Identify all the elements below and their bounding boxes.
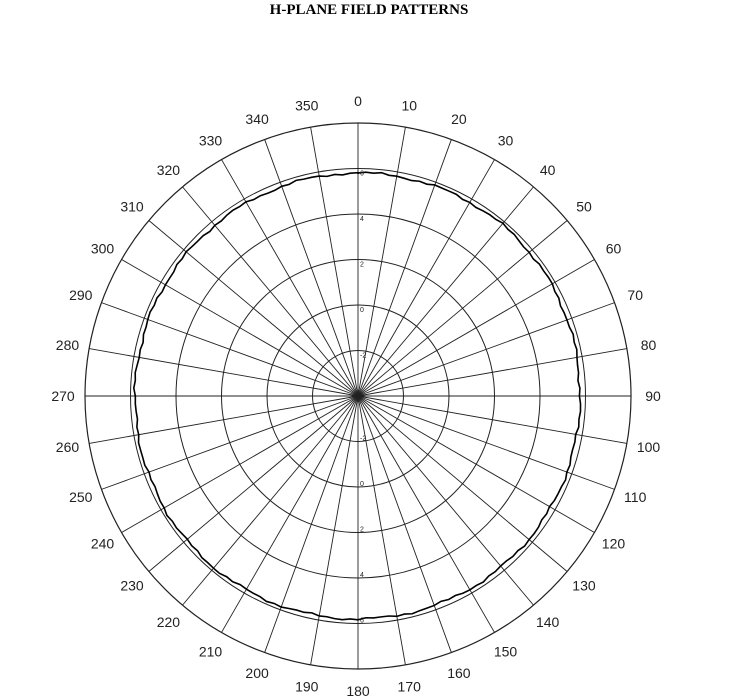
angle-tick-label: 250 xyxy=(69,488,93,505)
angle-tick-label: 300 xyxy=(90,240,115,257)
angle-tick-label: 110 xyxy=(624,488,647,505)
angle-tick-label: 210 xyxy=(198,643,223,660)
angle-tick-label: 30 xyxy=(497,132,514,149)
angle-tick-label: 180 xyxy=(346,683,370,697)
angle-tick-label: 40 xyxy=(539,162,556,179)
grid-spoke xyxy=(265,396,358,653)
radial-tick-label: 6 xyxy=(360,170,364,178)
angle-tick-label: 20 xyxy=(451,110,467,127)
angle-tick-label: 130 xyxy=(572,577,596,594)
angle-tick-label: 10 xyxy=(401,97,418,114)
angle-tick-label: 90 xyxy=(645,388,661,404)
angle-tick-label: 310 xyxy=(120,198,144,215)
radial-tick-label: 2 xyxy=(360,526,364,534)
angle-tick-label: 220 xyxy=(156,613,181,630)
angle-tick-label: 270 xyxy=(51,388,75,404)
angle-tick-label: 120 xyxy=(601,535,626,552)
radial-tick-label: 0 xyxy=(360,307,364,314)
angle-tick-label: 330 xyxy=(198,132,223,149)
grid-spoke xyxy=(101,396,358,489)
chart-title: H-PLANE FIELD PATTERNS xyxy=(269,2,469,18)
grid-spoke xyxy=(358,396,615,489)
angle-tick-label: 50 xyxy=(576,198,592,215)
angle-tick-label: 290 xyxy=(69,287,93,304)
angle-tick-label: 200 xyxy=(245,665,269,682)
radial-tick-label: 6 xyxy=(360,617,364,625)
angle-tick-label: 190 xyxy=(295,678,319,695)
angle-tick-label: 320 xyxy=(156,162,181,179)
angle-tick-label: 70 xyxy=(627,287,643,304)
angle-tick-label: 100 xyxy=(636,439,661,456)
radial-tick-label: 4 xyxy=(360,216,364,223)
angle-tick-label: 80 xyxy=(640,336,657,353)
angle-tick-label: 350 xyxy=(295,97,319,114)
radial-tick-label: 2 xyxy=(360,261,364,269)
angle-tick-label: 170 xyxy=(397,678,421,695)
angle-tick-label: 230 xyxy=(120,577,144,594)
radial-tick-label: 0 xyxy=(360,481,364,488)
radial-tick-label: -2 xyxy=(360,352,367,360)
angle-tick-label: 60 xyxy=(605,240,622,257)
angle-tick-label: 0 xyxy=(354,93,362,109)
radial-tick-label: 4 xyxy=(360,572,364,579)
radial-tick-label: -2 xyxy=(360,435,367,443)
angular-grid-spokes xyxy=(85,123,631,669)
angle-tick-label: 240 xyxy=(90,535,115,552)
angle-tick-label: 150 xyxy=(493,643,518,660)
angle-tick-label: 340 xyxy=(245,110,269,127)
angle-tick-label: 280 xyxy=(55,336,80,353)
angle-tick-label: 140 xyxy=(535,613,560,630)
angle-tick-label: 160 xyxy=(447,665,471,682)
angle-tick-label: 260 xyxy=(55,439,80,456)
